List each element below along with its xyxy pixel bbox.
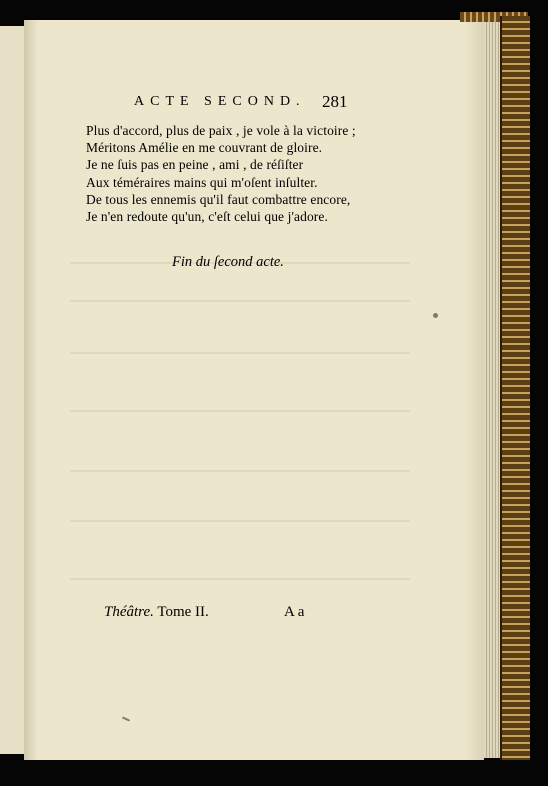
show-through-mark — [70, 352, 410, 354]
gilt-binding-edge — [500, 16, 530, 760]
verse-line: Je ne ſuis pas en peine , ami , de réſiſter — [86, 157, 304, 173]
verse-line: Je n'en redoute qu'un, c'eſt celui que j'adore. — [86, 209, 328, 225]
show-through-mark — [70, 578, 410, 580]
facing-page-edge — [0, 26, 26, 754]
volume-label: Tome II. — [157, 604, 209, 620]
show-through-mark — [70, 410, 410, 412]
page-footer — [104, 604, 334, 626]
page-block-edge — [484, 22, 500, 758]
show-through-mark — [70, 300, 410, 302]
page-number: 281 — [322, 92, 348, 111]
show-through-mark — [70, 470, 410, 472]
verse-line: De tous les ennemis qu'il faut combattre encore, — [86, 191, 351, 207]
act-end-heading: Fin du ſecond acte. — [172, 254, 284, 270]
show-through-mark — [70, 520, 410, 522]
ink-spot — [433, 313, 438, 318]
page-header — [110, 92, 360, 116]
verse-line: Aux téméraires mains qui m'oſent inſulter. — [86, 174, 318, 190]
verse-line: Méritons Amélie en me couvrant de gloire. — [86, 140, 323, 156]
verse-block — [86, 122, 386, 225]
running-head: ACTE SECOND. — [134, 94, 306, 109]
series-title: Théâtre. — [104, 604, 154, 620]
signature-mark: A a — [284, 604, 305, 620]
verse-line: Plus d'accord, plus de paix , je vole à la victoire ; — [86, 123, 356, 138]
volume-title — [104, 604, 209, 621]
